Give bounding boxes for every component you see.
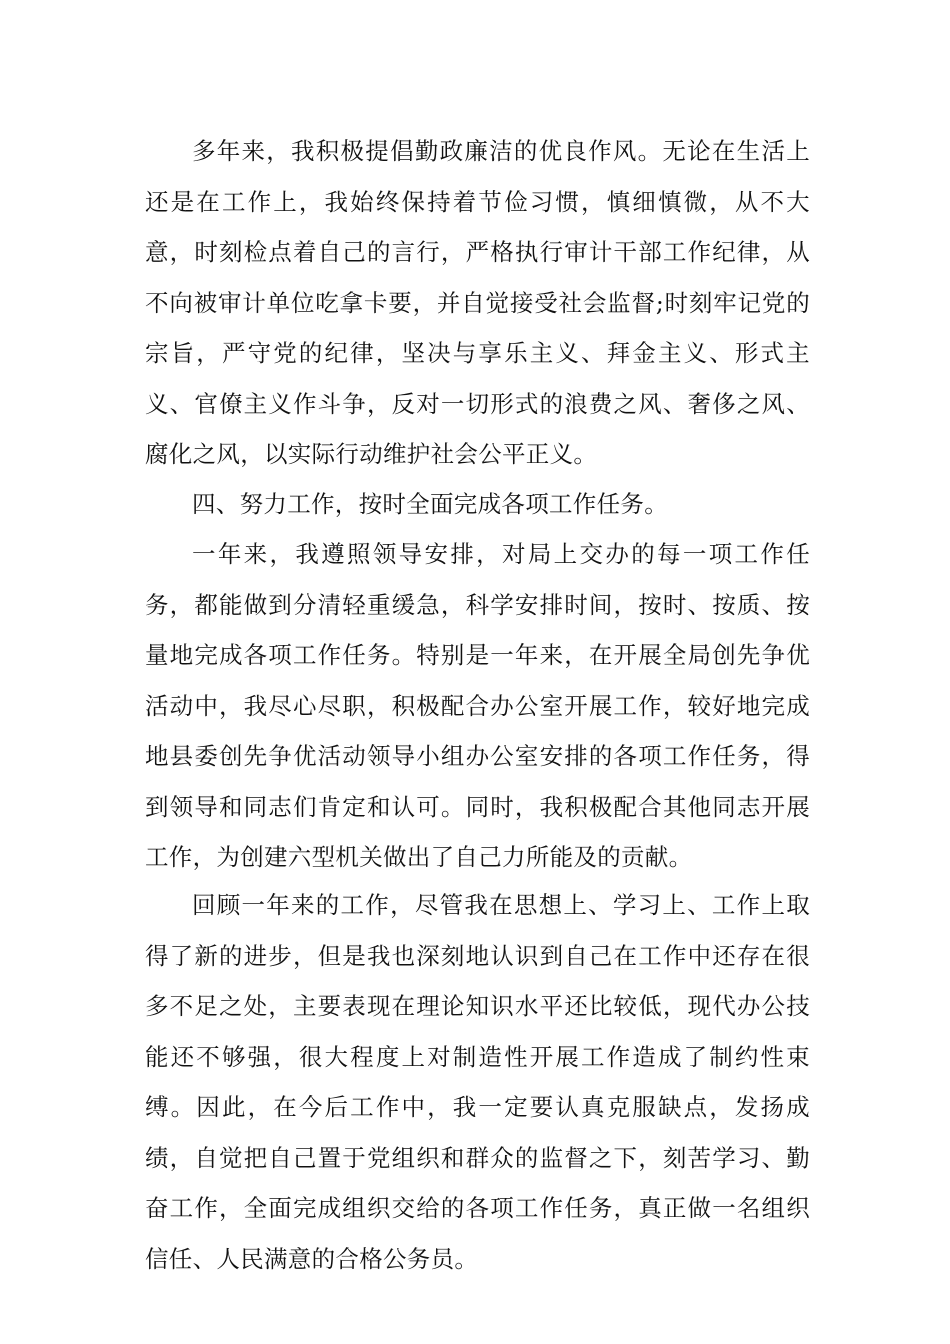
section-heading-four: 四、努力工作，按时全面完成各项工作任务。 — [192, 490, 668, 518]
paragraph-review: 回顾一年来的工作，尽管我在思想上、学习上、工作上取得了新的进步，但是我也深刻地认识到自己在工作中还存在很多不足之处，主要表现在理论知识水平还比较低，现代办公技能还不够强，很大程度上对制造性开展工作造成了制约性束缚。因此，在今后工作中，我一定要认真克服缺点，发扬成绩，自觉把自己置于党组织和群众的监督之下，刻苦学习、勤奋工作，全面完成组织交给的各项工作任务，真正做一名组织信任、人民满意的合格公务员。 — [145, 891, 810, 1273]
paragraph-work-tasks: 一年来，我遵照领导安排，对局上交办的每一项工作任务，都能做到分清轻重缓急，科学安排时间，按时、按质、按量地完成各项工作任务。特别是一年来，在开展全局创先争优活动中，我尽心尽职，积极配合办公室开展工作，较好地完成地县委创先争优活动领导小组办公室安排的各项工作任务，得到领导和同志们肯定和认可。同时，我积极配合其他同志开展工作，为创建六型机关做出了自己力所能及的贡献。 — [145, 540, 810, 871]
paragraph-integrity: 多年来，我积极提倡勤政廉洁的优良作风。无论在生活上还是在工作上，我始终保持着节俭习惯，慎细慎微，从不大意，时刻检点着自己的言行，严格执行审计干部工作纪律，从不向被审计单位吃拿卡要，并自觉接受社会监督;时刻牢记党的宗旨，严守党的纪律，坚决与享乐主义、拜金主义、形式主义、官僚主义作斗争，反对一切形式的浪费之风、奢侈之风、腐化之风，以实际行动维护社会公平正义。 — [145, 137, 810, 468]
